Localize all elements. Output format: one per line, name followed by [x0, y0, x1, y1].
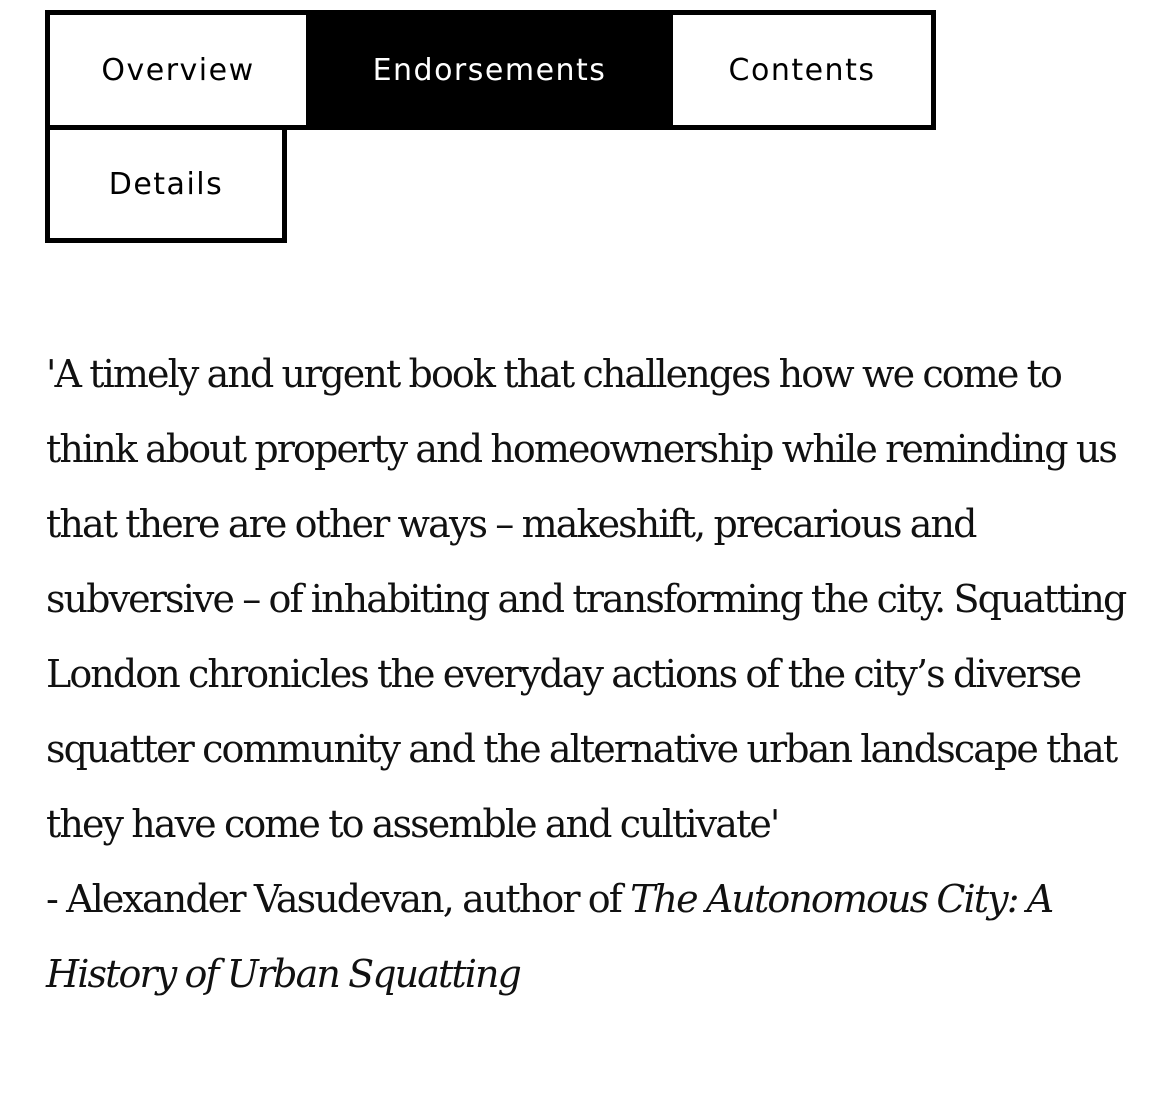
tab-contents[interactable]: Contents [668, 10, 936, 130]
endorsement-attribution [46, 862, 1146, 1012]
tab-overview[interactable]: Overview [45, 10, 311, 130]
endorsement-quote: 'A timely and urgent book that challenges how we come to think about property and homeownership while reminding us that there are other ways – makeshift, precarious and subversive – of inhabiting and transforming the city. Squatting London chronicles the everyday actions of the city’s diverse squatter community and the alternative urban landscape that they have come to assemble and cultivate' [46, 352, 1126, 846]
attribution-book-title: The Autonomous City: A History of Urban Squatting [46, 877, 1053, 996]
endorsements-panel [46, 337, 1146, 1012]
tab-details[interactable]: Details [45, 125, 287, 243]
attribution-author: - Alexander Vasudevan, author of [46, 877, 631, 921]
tab-endorsements[interactable]: Endorsements [306, 10, 673, 130]
